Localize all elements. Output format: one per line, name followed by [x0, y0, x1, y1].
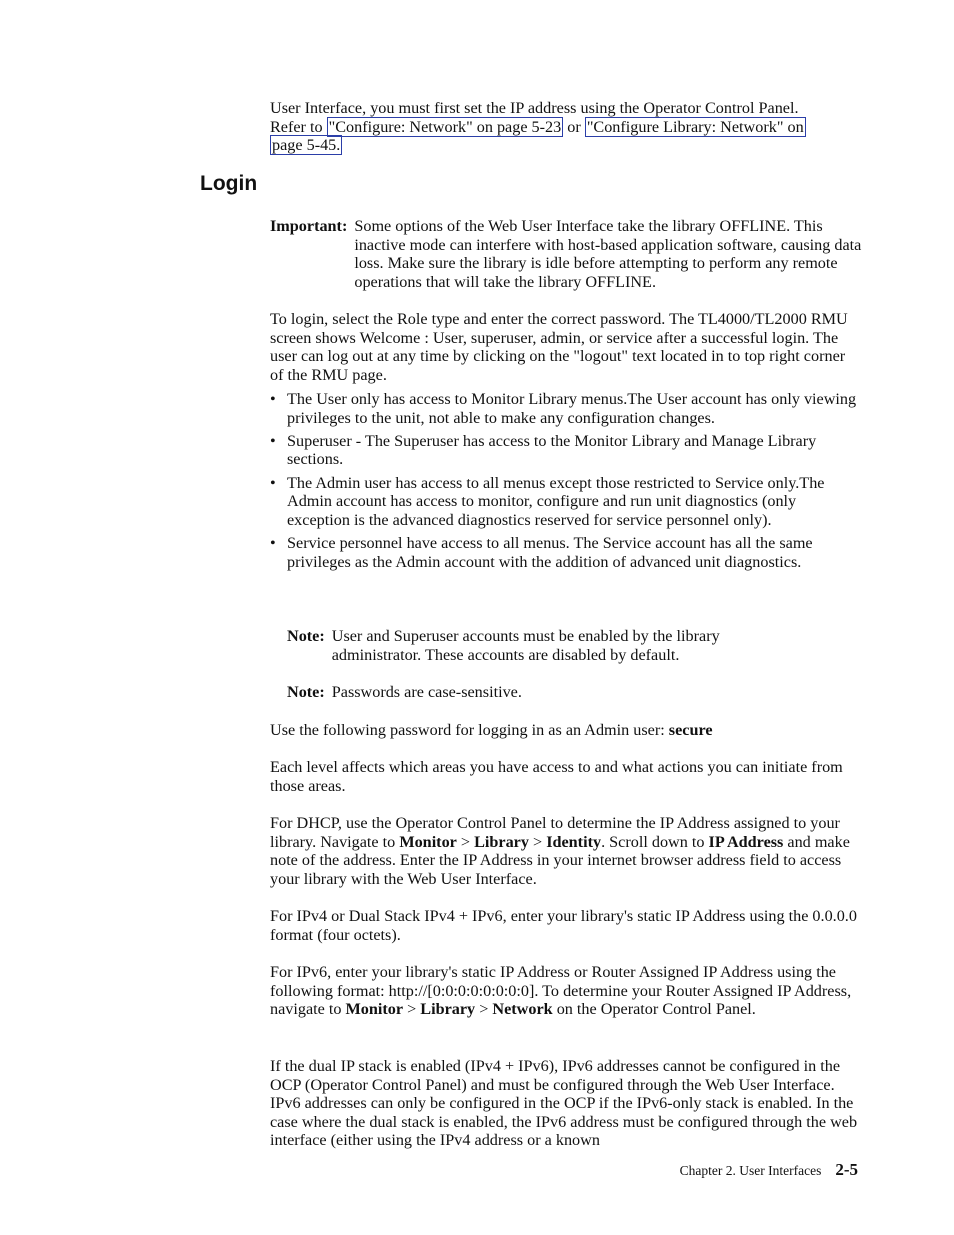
- separator: >: [403, 1000, 421, 1019]
- login-paragraph: [270, 310, 862, 384]
- important-label: Important:: [270, 217, 348, 235]
- intro-line1: User Interface, you must first set the IP address using the Operator Control Panel.: [270, 99, 799, 117]
- separator: >: [456, 832, 475, 851]
- ipv6-text: For IPv6, enter your library's static IP Address or Router Assigned IP Address using the following format: http://[0:0:0:0:0:0:0:0]. To determine your Router Assigned IP Address, navigate to: [270, 963, 852, 1019]
- intro-paragraph: [270, 99, 862, 155]
- level-paragraph: [270, 758, 862, 795]
- link-configure-network[interactable]: "Configure: Network" on page 5-23: [328, 117, 562, 136]
- link2-part2: page 5-45.: [272, 136, 341, 155]
- password-paragraph: [270, 721, 862, 740]
- menu-network: Network: [492, 1000, 553, 1019]
- list-item: [270, 474, 862, 530]
- footer-chapter: Chapter 2. User Interfaces: [679, 1163, 822, 1178]
- list-item-text: The User only has access to Monitor Library menus.The User account has only viewing privileges to the unit, not able to make any configuration changes.: [287, 390, 857, 427]
- dual-stack-paragraph: [270, 1057, 862, 1150]
- note-label: Note:: [287, 627, 325, 645]
- list-item-text: Service personnel have access to all menus. The Service account has all the same privileges as the Admin account with the addition of advanced unit diagnostics.: [287, 533, 813, 571]
- dhcp-text: . Scroll down to: [601, 832, 709, 851]
- ipv4-paragraph: [270, 907, 862, 944]
- link-configure-library-network-cont[interactable]: [270, 135, 342, 155]
- page-footer: [680, 1160, 858, 1180]
- important-notice: [270, 217, 862, 291]
- note-text: User and Superuser accounts must be enabled by the library administrator. These accounts are disabled by default.: [331, 627, 720, 664]
- menu-library: Library: [420, 1000, 476, 1019]
- ipv6-text: on the Operator Control Panel.: [552, 1000, 756, 1019]
- list-item-text: Superuser - The Superuser has access to the Monitor Library and Manage Library sections.: [287, 431, 817, 469]
- note-accounts: [287, 627, 757, 664]
- dual-stack-text: If the dual IP stack is enabled (IPv4 + IPv6), IPv6 addresses cannot be configured in the OCP (Operator Control Panel) and must be configured through the Web User Interface. IPv6 addresses can only be configured in the OCP if the IPv6-only stack is enabled. In the case where the dual stack is enabled, the IPv6 address must be configured through the web interface (either using the IPv4 address or a known: [270, 1057, 858, 1150]
- ipv4-text: For IPv4 or Dual Stack IPv4 + IPv6, enter your library's static IP Address using the 0.0.0.0 format (four octets).: [270, 907, 857, 944]
- dhcp-paragraph: [270, 814, 862, 888]
- list-item: [270, 534, 862, 571]
- list-item: [270, 432, 862, 469]
- link-configure-library-network[interactable]: [585, 117, 806, 137]
- ipv6-paragraph: [270, 963, 862, 1019]
- password-text: Use the following password for logging in as an Admin user:: [270, 721, 669, 739]
- dhcp-text: For DHCP, use the Operator Control Panel to determine the IP Address assigned to your library. Navigate to: [270, 814, 840, 851]
- menu-identity: Identity: [546, 832, 602, 851]
- role-list: [270, 390, 862, 576]
- note-text: Passwords are case-sensitive.: [331, 683, 522, 701]
- page-number: 2-5: [835, 1160, 858, 1179]
- bullet-icon: •: [270, 390, 276, 408]
- section-heading-login: Login: [200, 172, 258, 195]
- menu-monitor: Monitor: [399, 832, 457, 851]
- bullet-icon: •: [270, 473, 276, 492]
- note-case-sensitive: [287, 683, 757, 702]
- password-value: secure: [668, 721, 713, 739]
- note-label: Note:: [287, 683, 325, 701]
- refer-to-text: Refer to: [270, 117, 323, 136]
- field-ip-address: IP Address: [708, 832, 784, 851]
- menu-monitor: Monitor: [345, 1000, 404, 1019]
- menu-library: Library: [474, 832, 529, 851]
- list-item: [270, 390, 862, 427]
- bullet-icon: •: [270, 431, 276, 450]
- separator: >: [528, 832, 547, 851]
- level-text: Each level affects which areas you have access to and what actions you can initiate from those areas.: [270, 758, 843, 795]
- bullet-icon: •: [270, 533, 276, 552]
- dhcp-text: and make note of the address. Enter the IP Address in your internet browser address field to access your library with the Web User Interface.: [270, 832, 850, 888]
- important-text: Some options of the Web User Interface take the library OFFLINE. This inactive mode can interfere with host-based application software, causing data loss. Make sure the library is idle before attempting to perform any remote operations that will take the library OFFLINE.: [354, 217, 862, 291]
- or-text: or: [567, 117, 581, 136]
- separator: >: [475, 1000, 493, 1019]
- link2-part1: "Configure Library: Network" on: [586, 117, 804, 136]
- list-item-text: The Admin user has access to all menus except those restricted to Service only.The Admin account has access to monitor, configure and run unit diagnostics (only exception is the advanced diagnostics reserved for service personnel only).: [287, 473, 825, 529]
- login-text: To login, select the Role type and enter the correct password. The TL4000/TL2000 RMU screen shows Welcome : User, superuser, admin, or service after a successful login. The user can log out at any time by clicking on the "logout" text located in to top right corner of the RMU page.: [270, 310, 848, 384]
